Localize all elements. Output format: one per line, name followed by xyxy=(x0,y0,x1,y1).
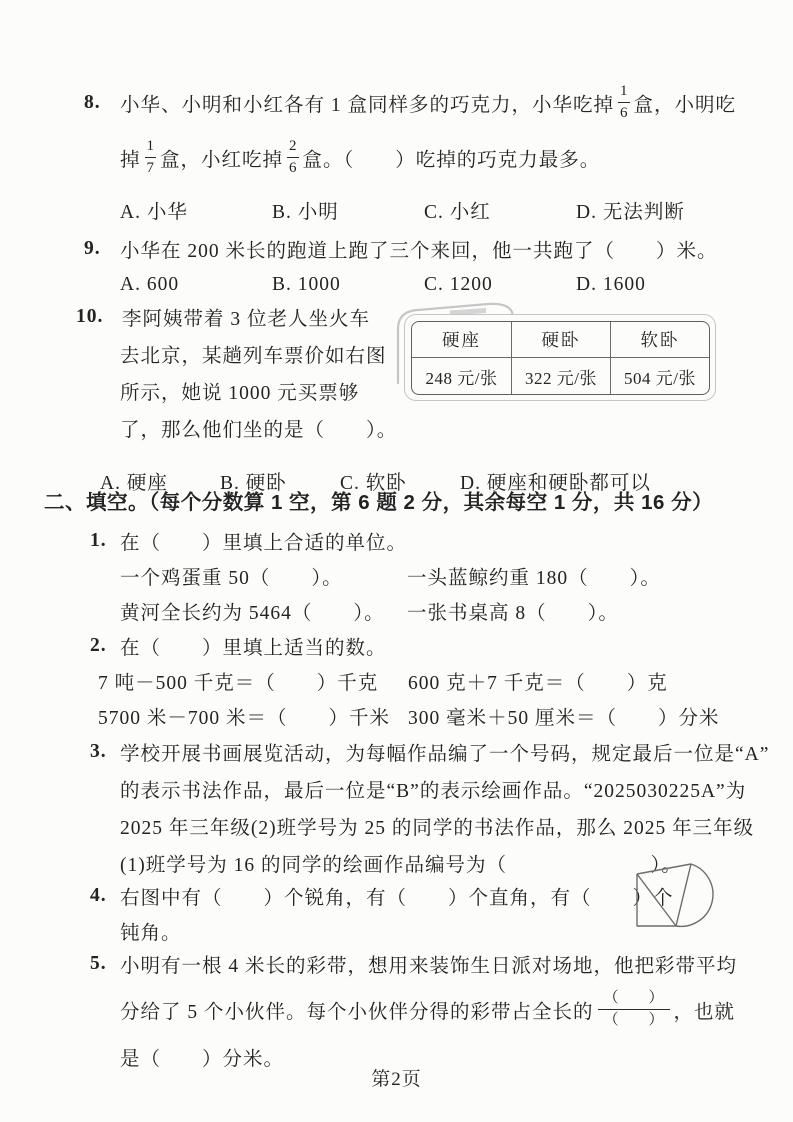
fill-question-3-line-1 xyxy=(58,733,770,770)
table-header-hard-seat: 硬座 xyxy=(442,330,481,350)
fraction-numerator: 2 xyxy=(289,138,297,155)
question-8-option-a: A. 小华 xyxy=(120,202,188,223)
blank-fraction xyxy=(598,991,670,1029)
question-10-line-4 xyxy=(120,409,743,446)
table-header-hard-sleeper: 硬卧 xyxy=(511,322,610,357)
question-8-text: 盒。（ ）吃掉的巧克力最多。 xyxy=(302,150,601,171)
fill-question-1-row-2 xyxy=(120,593,743,628)
question-8-option-d: D. 无法判断 xyxy=(576,202,685,223)
fill-question-5-number: 5. xyxy=(90,952,107,974)
conversion-tons-kg: 7 吨－500 千克＝（ ）千克 xyxy=(98,672,379,694)
fill-question-1-number: 1. xyxy=(90,529,107,551)
fill-question-1-intro xyxy=(58,523,743,558)
fill-item-yellow-river: 黄河全长约为 5464（ ）。 xyxy=(120,602,385,624)
question-10-option-a: A. 硬座 xyxy=(100,473,168,494)
blank-fraction-denominator: （ ） xyxy=(598,1009,670,1029)
fraction-one-seventh xyxy=(145,139,157,177)
question-8-option-b: B. 小明 xyxy=(272,202,339,223)
fill-question-2-row-1 xyxy=(98,663,743,698)
fill-question-2-row-2 xyxy=(98,698,743,733)
fill-question-5 xyxy=(58,946,743,1074)
section-2 xyxy=(44,482,743,518)
fill-item-desk: 一张书桌高 8（ ）。 xyxy=(407,602,619,624)
fraction-numerator: 1 xyxy=(146,138,155,155)
question-8-text: 盒，小红吃掉 xyxy=(160,150,284,171)
question-9 xyxy=(58,232,743,302)
ticket-price-table xyxy=(411,321,710,395)
question-10-number: 10. xyxy=(76,305,104,327)
fill-question-5-text: 是（ ）分米。 xyxy=(120,1048,285,1070)
conversion-g-kg: 600 克＋7 千克＝（ ）克 xyxy=(408,672,668,694)
fraction-two-sixths xyxy=(287,139,299,177)
fill-question-3-text: (1)班学号为 16 的同学的绘画作品编号为（ ）。 xyxy=(120,854,682,876)
fill-question-3-line-2 xyxy=(120,770,747,807)
question-9-text: 小华在 200 米长的跑道上跑了三个来回，他一共跑了（ ）米。 xyxy=(120,241,718,262)
question-8-line-2 xyxy=(120,130,743,186)
fill-question-5-text: 小明有一根 4 米长的彩带，想用来装饰生日派对场地，他把彩带平均 xyxy=(120,955,738,977)
fill-question-2-number: 2. xyxy=(90,634,107,656)
question-8-line-1 xyxy=(58,76,743,130)
fill-item-egg: 一个鸡蛋重 50（ ）。 xyxy=(120,567,343,589)
conversion-m-km: 5700 米－700 米＝（ ）千米 xyxy=(98,707,391,729)
fill-question-3-line-3 xyxy=(120,807,755,844)
question-9-option-d: D. 1600 xyxy=(576,274,646,295)
question-9-option-c: C. 1200 xyxy=(424,274,493,295)
question-10-text: 去北京，某趟列车票价如右图 xyxy=(120,345,387,367)
fill-question-2 xyxy=(58,628,743,733)
geometry-figure-icon xyxy=(627,857,722,935)
fill-question-4-number: 4. xyxy=(90,884,107,906)
question-8-text: 小华、小明和小红各有 1 盒同样多的巧克力，小华吃掉 xyxy=(120,95,615,116)
fill-question-5-line-2 xyxy=(120,981,743,1039)
fill-question-3-text: 2025 年三年级(2)班学号为 25 的同学的书法作品，那么 2025 年三年级 xyxy=(120,817,755,839)
conversion-mm-cm-dm: 300 毫米＋50 厘米＝（ ）分米 xyxy=(408,707,720,729)
fill-question-1 xyxy=(58,523,743,628)
question-8-option-c: C. 小红 xyxy=(424,202,491,223)
fill-question-2-intro xyxy=(58,628,743,663)
fill-question-5-text: 分给了 5 个小伙伴。每个小伙伴分得的彩带占全长的 xyxy=(120,1002,594,1023)
question-8-number: 8. xyxy=(84,92,101,113)
fill-question-5-text: ，也就 xyxy=(673,1002,736,1023)
table-price-hard-sleeper: 322 元/张 xyxy=(511,357,610,394)
fill-question-3-text: 的表示书法作品，最后一位是“B”的表示绘画作品。“2025030225A”为 xyxy=(120,780,747,802)
question-9-number: 9. xyxy=(84,238,101,259)
fraction-one-sixth xyxy=(618,84,630,122)
question-9-option-a: A. 600 xyxy=(120,274,180,295)
fill-question-3-number: 3. xyxy=(90,740,107,762)
question-10-text: 了，那么他们坐的是（ ）。 xyxy=(120,419,398,441)
fill-question-4-text: 右图中有（ ）个锐角，有（ ）个直角，有（ ）个 xyxy=(120,887,674,909)
question-8 xyxy=(58,76,743,228)
question-8-text: 盒，小明吃 xyxy=(633,95,737,116)
fraction-denominator: 6 xyxy=(287,157,299,177)
fill-question-5-line-1 xyxy=(58,946,743,981)
fraction-denominator: 7 xyxy=(145,157,157,177)
fill-item-whale: 一头蓝鲸约重 180（ ）。 xyxy=(407,567,661,589)
question-8-options xyxy=(120,192,743,228)
question-10-option-b: B. 硬卧 xyxy=(220,473,287,494)
table-price-hard-seat: 248 元/张 xyxy=(412,357,511,394)
table-price-soft-sleeper: 504 元/张 xyxy=(610,357,709,394)
page-footer: 第2页 xyxy=(371,1069,422,1090)
fill-question-1-text: 在（ ）里填上合适的单位。 xyxy=(120,532,408,554)
question-10-option-c: C. 软卧 xyxy=(340,473,407,494)
question-9-line xyxy=(58,232,743,266)
question-10-text: 李阿姨带着 3 位老人坐火车 xyxy=(122,308,371,330)
fraction-denominator: 6 xyxy=(618,102,630,122)
question-10-option-d: D. 硬座和硬卧都可以 xyxy=(460,473,651,494)
question-9-option-b: B. 1000 xyxy=(272,274,341,295)
question-10-text: 所示，她说 1000 元买票够 xyxy=(120,382,360,404)
question-8-text: 掉 xyxy=(120,150,141,171)
fill-question-2-text: 在（ ）里填上适当的数。 xyxy=(120,637,387,659)
table-header-soft-sleeper: 软卧 xyxy=(610,322,709,357)
fill-question-1-row-1 xyxy=(120,558,743,593)
fill-question-4-text: 钝角。 xyxy=(120,922,182,944)
blank-fraction-numerator: （ ） xyxy=(603,990,664,1007)
fraction-numerator: 1 xyxy=(620,83,628,100)
section-2-heading: 二、填空。（每个分数算 1 空，第 6 题 2 分，其余每空 1 分，共 16 分） xyxy=(44,491,714,514)
fill-question-3-text: 学校开展书画展览活动，为每幅作品编了一个号码，规定最后一位是“A” xyxy=(120,743,770,765)
